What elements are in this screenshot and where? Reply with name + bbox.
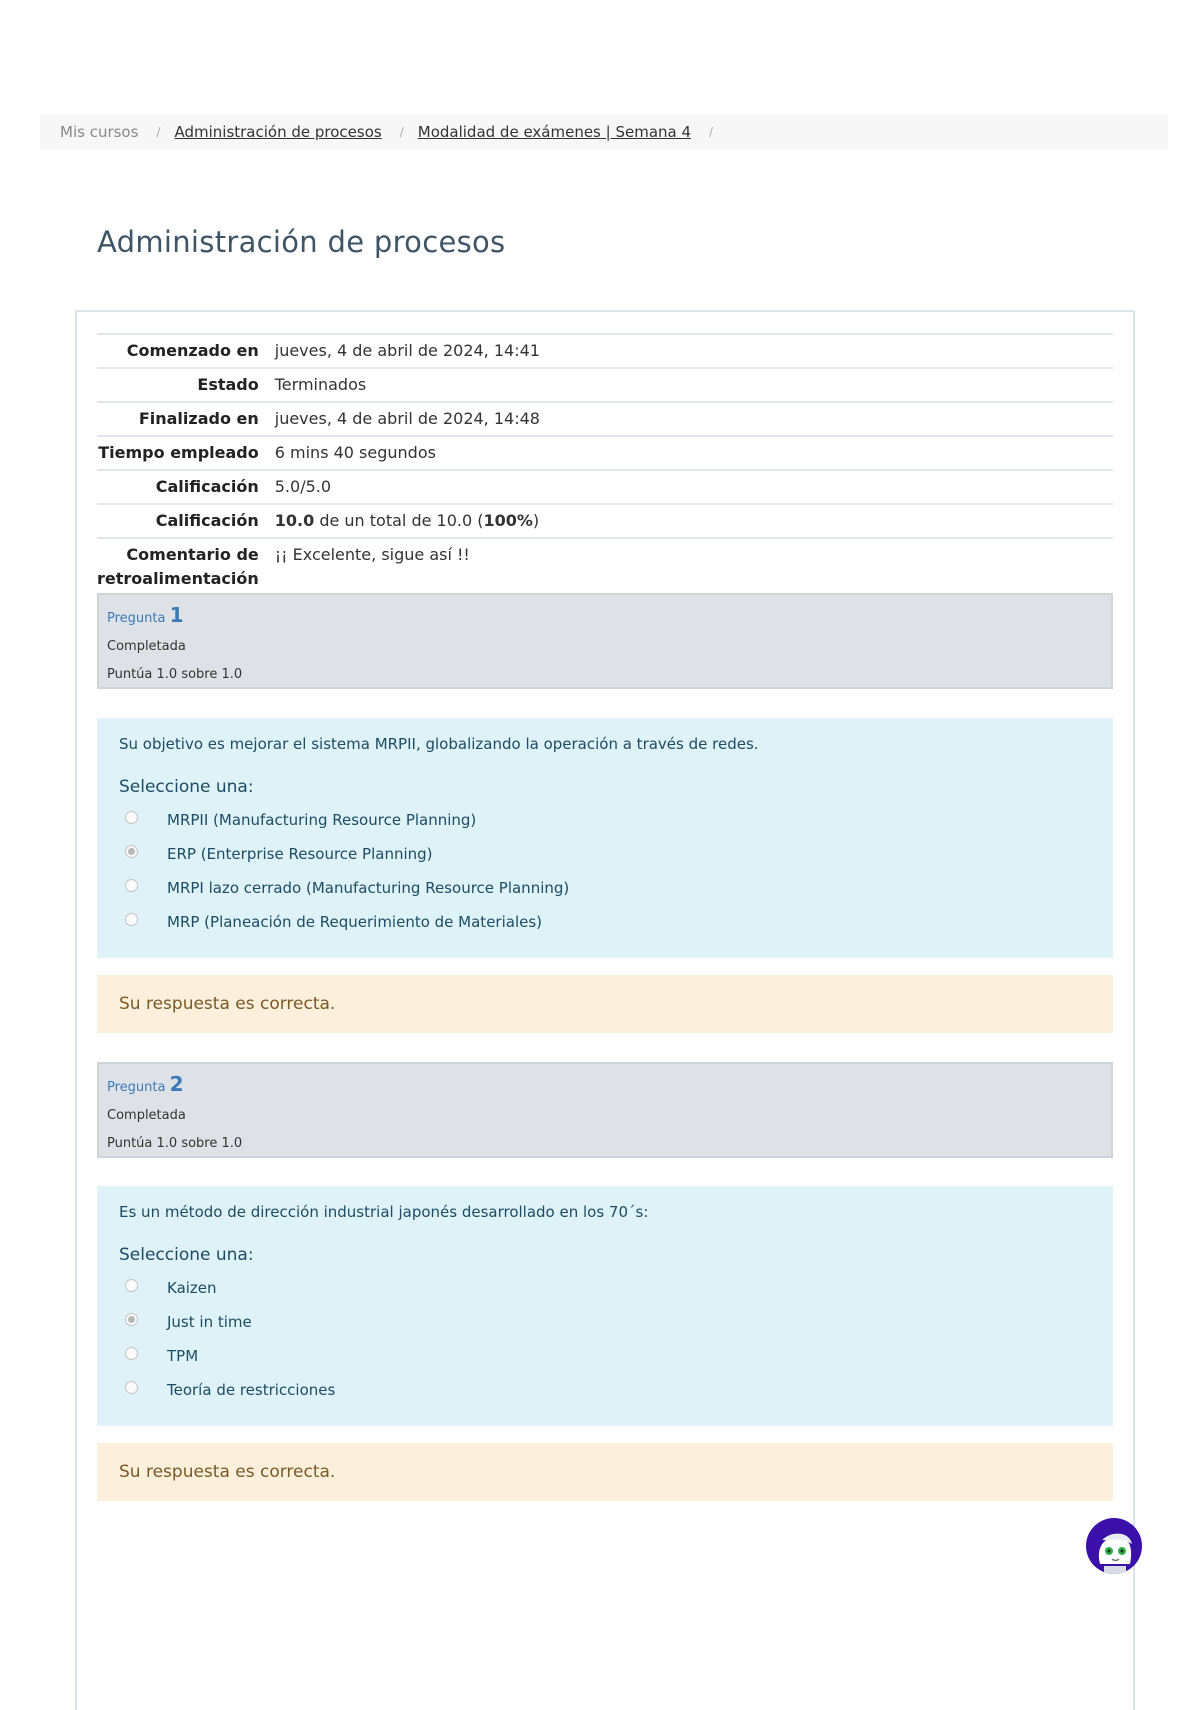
summary-value: jueves, 4 de abril de 2024, 14:48 <box>274 409 540 428</box>
summary-label: Calificación <box>155 477 259 496</box>
grade-close: ) <box>532 511 540 530</box>
question-content-1 <box>97 718 1113 958</box>
answer-option-label: Teoría de restricciones <box>167 1381 336 1399</box>
summary-row-finished <box>97 402 1113 436</box>
question-text: Es un método de dirección industrial japonés desarrollado en los 70´s: <box>119 1203 649 1221</box>
question-number: 2 <box>169 1072 184 1096</box>
question-feedback-2: Su respuesta es correcta. <box>97 1443 1113 1501</box>
summary-row-started <box>97 334 1113 368</box>
answer-option-label: MRP (Planeación de Requerimiento de Materiales) <box>167 913 543 931</box>
summary-value: ¡¡ Excelente, sigue así !! <box>274 545 470 564</box>
radio-button-selected[interactable] <box>125 1313 138 1326</box>
question-state: Completada <box>107 639 186 654</box>
summary-row-grade <box>97 504 1113 538</box>
summary-label: Comentario de retroalimentación <box>97 545 259 588</box>
question-label: Pregunta <box>107 611 166 626</box>
answer-option[interactable] <box>119 871 1091 905</box>
question-label: Pregunta <box>107 1080 166 1095</box>
question-number: 1 <box>169 603 184 627</box>
question-info-1 <box>97 593 1113 689</box>
answer-option[interactable] <box>119 1305 1091 1339</box>
grade-total: de un total de 10.0 ( <box>314 511 484 530</box>
page-title: Administración de procesos <box>97 225 506 259</box>
answer-option-label: Kaizen <box>167 1279 217 1297</box>
radio-button[interactable] <box>125 1279 138 1292</box>
summary-label: Calificación <box>155 511 259 530</box>
summary-label: Finalizado en <box>138 409 259 428</box>
breadcrumb-separator: / <box>156 125 161 139</box>
summary-value <box>259 504 1113 538</box>
robot-assistant-icon <box>1086 1518 1142 1574</box>
breadcrumb-section-link[interactable]: Modalidad de exámenes | Semana 4 <box>417 123 692 141</box>
question-mark: Puntúa 1.0 sobre 1.0 <box>107 667 243 682</box>
radio-button[interactable] <box>125 811 138 824</box>
question-info-2 <box>97 1062 1113 1158</box>
question-feedback-1: Su respuesta es correcta. <box>97 975 1113 1033</box>
radio-button[interactable] <box>125 1381 138 1394</box>
answer-option-label: TPM <box>167 1347 199 1365</box>
attempt-summary-table <box>97 333 1113 595</box>
summary-label: Estado <box>197 375 259 394</box>
breadcrumb <box>40 115 1168 149</box>
summary-row-state <box>97 368 1113 402</box>
answer-options <box>119 1271 1091 1407</box>
question-mark: Puntúa 1.0 sobre 1.0 <box>107 1136 243 1151</box>
answer-options <box>119 803 1091 939</box>
radio-button[interactable] <box>125 913 138 926</box>
answer-option[interactable] <box>119 905 1091 939</box>
grade-percent: 100% <box>483 511 533 530</box>
answer-option[interactable] <box>119 1373 1091 1407</box>
answer-option-label: Just in time <box>167 1313 252 1331</box>
answer-option[interactable] <box>119 837 1091 871</box>
summary-value: jueves, 4 de abril de 2024, 14:41 <box>274 341 540 360</box>
summary-row-marks <box>97 470 1113 504</box>
question-prompt: Seleccione una: <box>119 777 254 797</box>
answer-option-label: MRPI lazo cerrado (Manufacturing Resource Planning) <box>167 879 570 897</box>
question-state: Completada <box>107 1108 186 1123</box>
summary-label: Tiempo empleado <box>98 443 259 462</box>
summary-row-time <box>97 436 1113 470</box>
summary-value: Terminados <box>274 375 367 394</box>
breadcrumb-separator: / <box>709 125 714 139</box>
answer-option[interactable] <box>119 1271 1091 1305</box>
summary-row-feedback <box>97 538 1113 595</box>
grade-score: 10.0 <box>274 511 315 530</box>
summary-value: 6 mins 40 segundos <box>274 443 436 462</box>
question-content-2 <box>97 1186 1113 1426</box>
radio-button[interactable] <box>125 1347 138 1360</box>
answer-option[interactable] <box>119 1339 1091 1373</box>
answer-option-label: ERP (Enterprise Resource Planning) <box>167 845 433 863</box>
summary-value: 5.0/5.0 <box>274 477 332 496</box>
radio-button-selected[interactable] <box>125 845 138 858</box>
answer-option-label: MRPII (Manufacturing Resource Planning) <box>167 811 477 829</box>
radio-button[interactable] <box>125 879 138 892</box>
chat-assistant-button[interactable] <box>1086 1518 1142 1574</box>
answer-option[interactable] <box>119 803 1091 837</box>
breadcrumb-separator: / <box>399 125 404 139</box>
breadcrumb-course-link[interactable]: Administración de procesos <box>174 123 382 141</box>
breadcrumb-mis-cursos[interactable]: Mis cursos <box>60 123 139 141</box>
question-prompt: Seleccione una: <box>119 1245 254 1265</box>
summary-label: Comenzado en <box>126 341 259 360</box>
question-text: Su objetivo es mejorar el sistema MRPII, globalizando la operación a través de redes. <box>119 735 759 753</box>
